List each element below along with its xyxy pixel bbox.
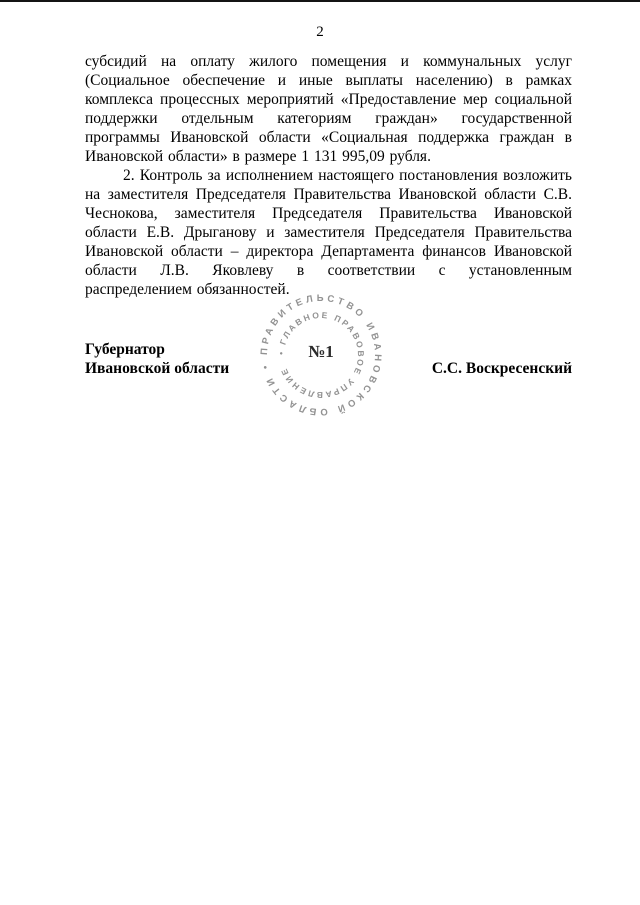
stamp-outer-ring-text: ПРАВИТЕЛЬСТВО ИВАНОВСКОЙ ОБЛАСТИ • — [258, 292, 384, 418]
signatory-name: С.С. Воскресенский — [431, 360, 572, 377]
signatory-title — [85, 340, 229, 378]
page-number: 2 — [316, 24, 324, 40]
signature-block — [85, 340, 572, 378]
stamp-number: №1 — [308, 342, 334, 361]
document-body — [85, 52, 572, 299]
signatory-title-line-1: Губернатор — [85, 341, 165, 358]
signatory-title-line-2: Ивановской области — [85, 360, 230, 377]
stamp-inner-ring-text: • ГЛАВНОЕ ПРАВОВОЕ УПРАВЛЕНИЕ — [275, 309, 367, 401]
paragraph-item-2: 2. Контроль за исполнением настоящего постановления возложить на заместителя Председателя Правительства Ивановской области С.В. Чеснокова, заместителя Председателя Правительства Ивановской области Е.В. Дрыганову и заместителя Председателя Правительства Ивановской области – директора Департамента финансов Ивановской области Л.В. Яковлеву в соответствии с установленным распределением обязанностей. — [85, 167, 572, 298]
paragraph-continuation: субсидий на оплату жилого помещения и коммунальных услуг (Социальное обеспечение и иные выплаты населению) в рамках комплекса процессных мероприятий «Предоставление мер социальной поддержки отдельным категориям граждан» государственной программы Ивановской области «Социальная поддержка граждан в Ивановской области» в размере 1 131 995,09 рубля. — [85, 53, 572, 165]
